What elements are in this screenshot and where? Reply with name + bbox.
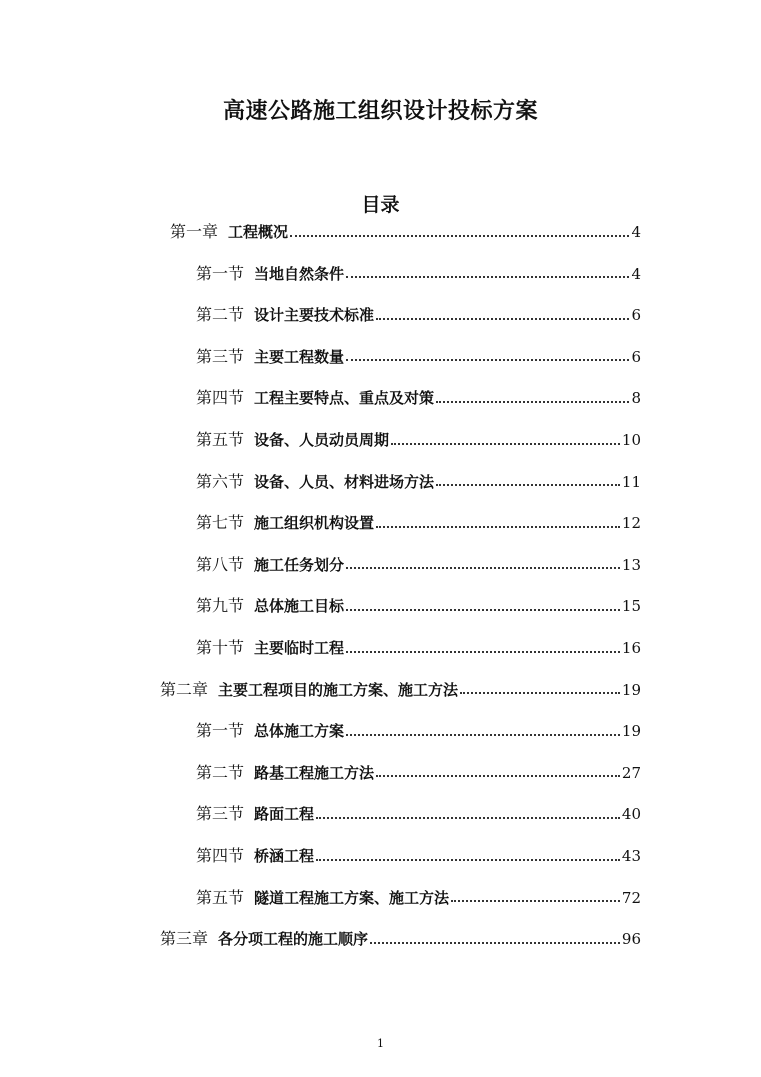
toc-entry-number: 第一章	[170, 222, 219, 241]
toc-entry-title: 路基工程施工方法	[254, 763, 375, 782]
toc-entry-title: 总体施工目标	[254, 597, 345, 616]
toc-entry-number: 第八节	[196, 554, 245, 574]
toc-entry-section[interactable]	[196, 345, 641, 369]
toc-entry-page: 15	[621, 597, 641, 616]
toc-entry-number: 第一节	[196, 721, 245, 741]
toc-entry-title: 总体施工方案	[254, 722, 345, 741]
toc-entry-title: 工程概况	[228, 223, 289, 241]
toc-leader-dots	[436, 400, 629, 403]
toc-entry-page: 43	[621, 847, 641, 865]
toc-entry-title: 隧道工程施工方案、施工方法	[254, 888, 450, 907]
toc-entry-page: 11	[621, 472, 641, 491]
toc-leader-dots	[451, 899, 620, 902]
document-title: 高速公路施工组织设计投标方案	[222, 99, 538, 124]
toc-leader-dots	[346, 566, 620, 569]
toc-entry-number: 第二节	[196, 762, 245, 782]
toc-entry-page: 96	[621, 930, 641, 949]
toc-entry-number: 第二节	[196, 305, 245, 325]
toc-entry-section[interactable]	[196, 511, 641, 535]
toc-entry-page: 40	[621, 805, 641, 824]
toc-entry-number: 第四节	[196, 846, 245, 865]
toc-entry-number: 第五节	[196, 430, 245, 449]
toc-entry-number: 第四节	[196, 388, 245, 408]
toc-leader-dots	[346, 608, 620, 611]
toc-entry-title: 设备、人员、材料进场方法	[254, 472, 435, 491]
toc-entry-section[interactable]	[196, 761, 641, 785]
toc-leader-dots	[370, 941, 620, 944]
toc-entry-section[interactable]	[196, 553, 641, 577]
toc-entry-page: 19	[621, 722, 641, 741]
toc-entry-section[interactable]	[196, 636, 641, 660]
toc-entry-number: 第九节	[196, 596, 245, 616]
toc-entry-page: 4	[631, 223, 641, 241]
toc-entry-title: 主要工程数量	[254, 347, 345, 366]
toc-leader-dots	[346, 275, 629, 278]
toc-entry-page: 12	[621, 514, 641, 533]
toc-entry-title: 当地自然条件	[254, 264, 345, 283]
toc-entry-section[interactable]	[196, 303, 641, 327]
toc-entry-page: 10	[621, 431, 641, 449]
toc-entry-section[interactable]	[196, 470, 641, 494]
toc-entry-chapter[interactable]	[160, 678, 641, 702]
toc-leader-dots	[376, 774, 620, 777]
toc-entry-title: 施工组织机构设置	[254, 514, 375, 533]
page-number: 1	[377, 1037, 384, 1050]
toc-entry-page: 4	[631, 264, 641, 283]
toc-entry-number: 第六节	[196, 471, 245, 491]
toc-entry-chapter[interactable]	[170, 220, 641, 244]
toc-entry-section[interactable]	[196, 428, 641, 452]
toc-entry-number: 第三节	[196, 346, 245, 366]
toc-entry-title: 各分项工程的施工顺序	[218, 930, 369, 949]
toc-entry-section[interactable]	[196, 719, 641, 743]
toc-entry-number: 第五节	[196, 887, 245, 907]
toc-entry-page: 16	[621, 639, 641, 657]
toc-leader-dots	[346, 650, 620, 653]
toc-entry-title: 施工任务划分	[254, 555, 345, 574]
toc-entry-number: 第三章	[160, 929, 209, 949]
toc-entry-title: 桥涵工程	[254, 847, 315, 865]
toc-entry-page: 19	[621, 680, 641, 699]
toc-heading: 目录	[361, 194, 400, 216]
toc-leader-dots	[376, 317, 629, 320]
toc-entry-number: 第二章	[160, 679, 209, 699]
toc-entry-page: 13	[621, 555, 641, 574]
toc-leader-dots	[460, 691, 620, 694]
toc-entry-title: 路面工程	[254, 805, 315, 824]
toc-leader-dots	[436, 483, 620, 486]
toc-leader-dots	[346, 358, 629, 361]
toc-entry-title: 主要临时工程	[254, 639, 345, 657]
toc-entry-title: 设备、人员动员周期	[254, 431, 390, 449]
toc-leader-dots	[346, 733, 620, 736]
toc-entry-page: 6	[631, 347, 641, 366]
toc-leader-dots	[376, 525, 620, 528]
toc-entry-page: 6	[631, 306, 641, 325]
toc-leader-dots	[316, 858, 620, 861]
toc-entry-number: 第十节	[196, 638, 245, 657]
toc-entry-section[interactable]	[196, 386, 641, 410]
toc-entry-chapter[interactable]	[160, 927, 641, 951]
toc-entry-section[interactable]	[196, 262, 641, 286]
toc-entry-number: 第三节	[196, 804, 245, 824]
toc-entry-page: 27	[621, 763, 641, 782]
toc-entry-title: 工程主要特点、重点及对策	[254, 389, 435, 408]
toc-entry-page: 72	[621, 888, 641, 907]
toc-entry-section[interactable]	[196, 594, 641, 618]
toc-entry-page: 8	[631, 389, 641, 408]
toc-entry-title: 主要工程项目的施工方案、施工方法	[218, 680, 459, 699]
toc-entry-title: 设计主要技术标准	[254, 306, 375, 325]
toc-leader-dots	[391, 442, 620, 445]
toc-entry-section[interactable]	[196, 844, 641, 868]
toc-entry-number: 第一节	[196, 263, 245, 283]
toc-entry-number: 第七节	[196, 513, 245, 533]
toc-entry-section[interactable]	[196, 802, 641, 826]
toc-leader-dots	[316, 816, 620, 819]
toc-entry-section[interactable]	[196, 886, 641, 910]
toc-leader-dots	[290, 234, 629, 237]
